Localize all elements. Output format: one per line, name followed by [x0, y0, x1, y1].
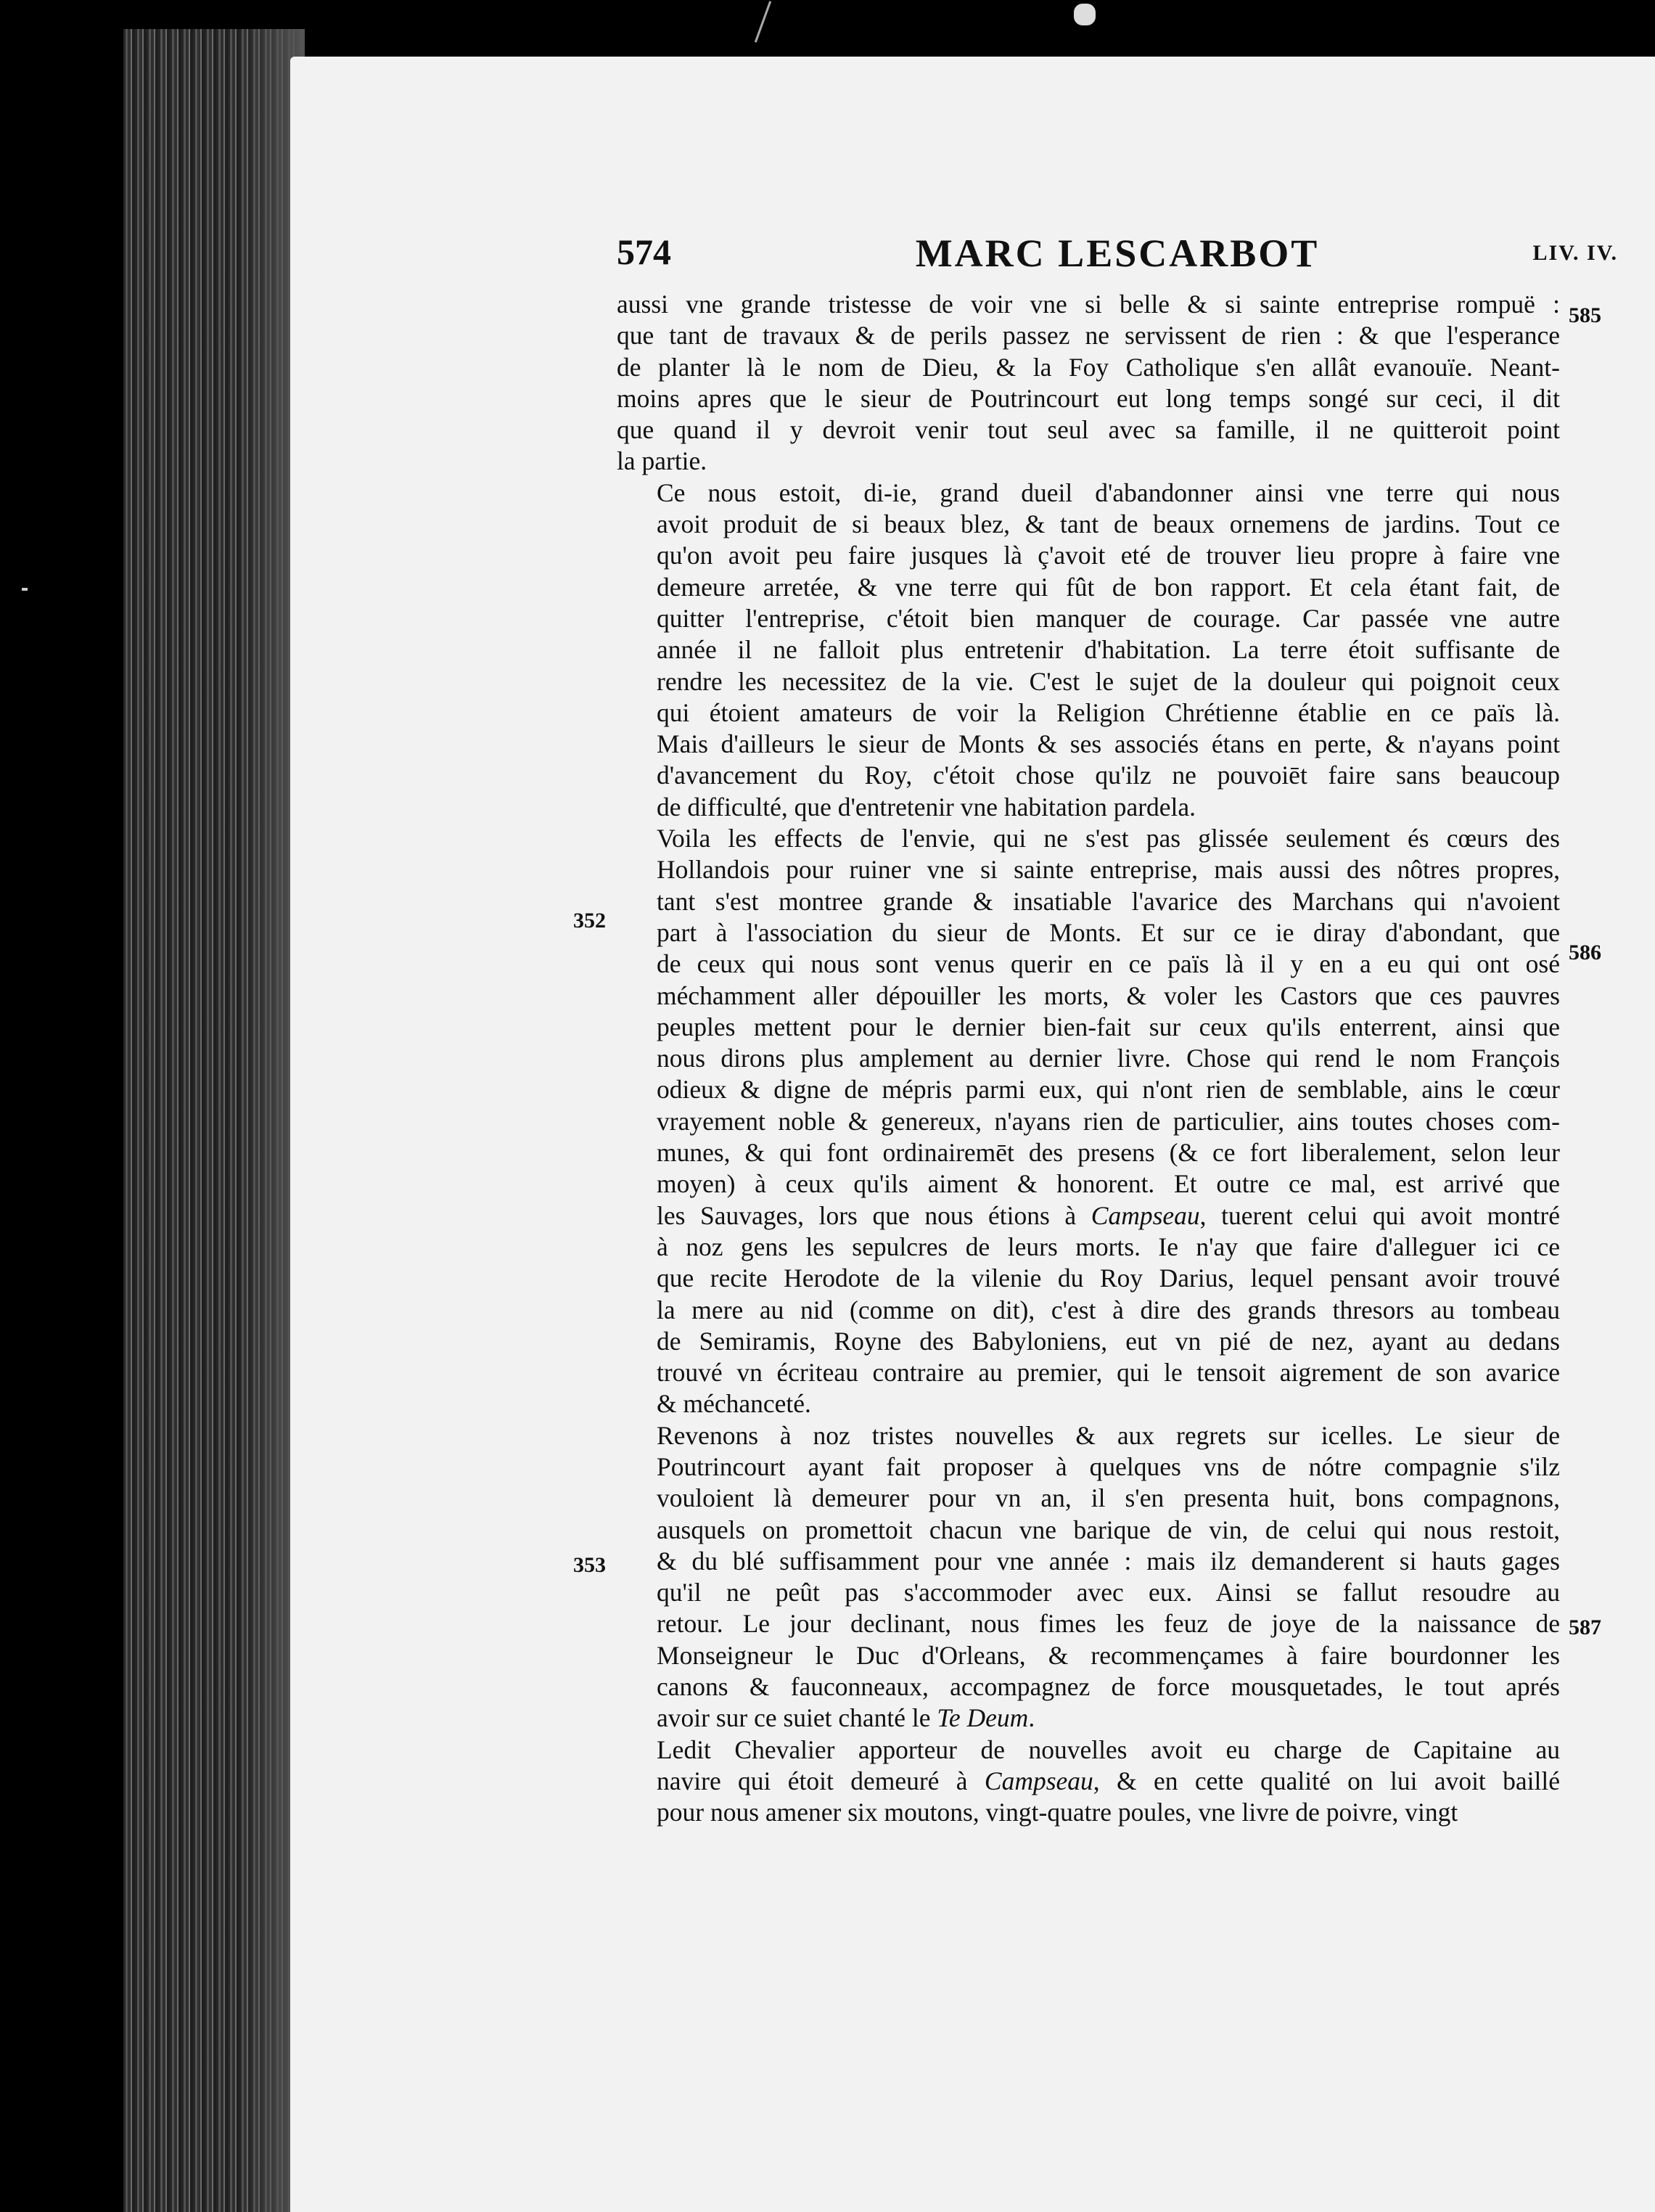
text-line: Revenons à noz tristes nouvelles & aux regrets sur icelles. Le sieur de — [657, 1420, 1560, 1450]
text-line: peuples mettent pour le dernier bien-fait sur ceux qu'ils enterrent, ainsi que — [657, 1012, 1560, 1041]
text-line: avoir sur ce suiet chanté le Te Deum. — [657, 1703, 1035, 1733]
text-line: ausquels on promettoit chacun vne barique de vin, de celui qui nous restoit, — [657, 1515, 1560, 1544]
text-line: pour nous amener six moutons, vingt-quatre poules, vne livre de poivre, vingt — [657, 1798, 1458, 1827]
text-line: munes, & qui font ordinairemēt des presens (& ce fort liberalement, selon leur — [657, 1138, 1560, 1168]
text-line: Ce nous estoit, di-ie, grand dueil d'abandonner ainsi vne terre qui nous — [657, 478, 1560, 507]
margin-note-left: 353 — [573, 1553, 606, 1577]
margin-note-right: 587 — [1569, 1615, 1601, 1639]
text-line: à noz gens les sepulcres de leurs morts. Ie n'ay que faire d'alleguer ici ce — [657, 1232, 1560, 1261]
paragraph — [617, 478, 1560, 823]
scan-speck — [1074, 4, 1096, 25]
text-line: la partie. — [617, 446, 707, 476]
margin-note-left: 352 — [573, 909, 606, 933]
text-line: trouvé vn écriteau contraire au premier, qui le tensoit aigrement de son avarice — [657, 1358, 1560, 1388]
text-line: que quand il y devroit venir tout seul avec sa famille, il ne quitteroit point — [617, 415, 1560, 445]
text-line: de Semiramis, Royne des Babyloniens, eut vn pié de nez, ayant au dedans — [657, 1326, 1560, 1356]
running-title: MARC LESCARBOT — [915, 232, 1320, 275]
text-line: Hollandois pour ruiner vne si sainte entreprise, mais aussi des nôtres propres, — [657, 855, 1560, 885]
text-line: Poutrincourt ayant fait proposer à quelques vns de nótre compagnie s'ilz — [657, 1451, 1560, 1481]
paragraph — [617, 1734, 1560, 1829]
margin-note-right: 585 — [1569, 303, 1601, 327]
text-line: que tant de travaux & de perils passez ne servissent de rien : & que l'esperance — [617, 321, 1560, 351]
text-line: navire qui étoit demeuré à Campseau, & en cette qualité on lui avoit baillé — [657, 1766, 1561, 1795]
text-line: & du blé suffisamment pour vne année : mais ilz demanderent si hauts gages — [657, 1546, 1560, 1576]
text-line: nous dirons plus amplement au dernier livre. Chose qui rend le nom François — [657, 1044, 1560, 1073]
text-line: rendre les necessitez de la vie. C'est le sujet de la douleur qui poignoit ceux — [657, 666, 1560, 696]
text-line: de difficulté, que d'entretenir vne habitation pardela. — [657, 792, 1196, 822]
text-line: que recite Herodote de la vilenie du Roy Darius, lequel pensant avoir trouvé — [657, 1263, 1560, 1293]
text-line: méchamment aller dépouiller les morts, & voler les Castors que ces pauvres — [657, 980, 1560, 1010]
text-line: Monseigneur le Duc d'Orleans, & recommençames à faire bourdonner les — [657, 1640, 1560, 1670]
scan-speck — [755, 1, 771, 42]
margin-note-right: 586 — [1569, 941, 1601, 964]
text-line: de ceux qui nous sont venus querir en ce païs là il y en a eu qui ont osé — [657, 949, 1560, 979]
scan-speck — [22, 588, 28, 591]
text-line: d'avancement du Roy, c'étoit chose qu'ilz ne pouvoiēt faire sans beaucoup — [657, 761, 1560, 790]
text-line: retour. Le jour declinant, nous fimes les feuz de joye de la naissance de — [657, 1609, 1560, 1639]
page-header — [617, 231, 1618, 274]
text-line: Ledit Chevalier apporteur de nouvelles avoit eu charge de Capitaine au — [657, 1734, 1560, 1764]
text-line: vouloient là demeurer pour vn an, il s'en presenta huit, bons compagnons, — [657, 1483, 1560, 1513]
text-line: aussi vne grande tristesse de voir vne si belle & si sainte entreprise rompuë : — [617, 290, 1560, 319]
text-line: Voila les effects de l'envie, qui ne s'est pas glissée seulement és cœurs des — [657, 824, 1560, 853]
section-label: LIV. IV. — [1532, 241, 1618, 265]
paragraph — [617, 823, 1560, 1420]
text-line: moyen) à ceux qu'ils aiment & honorent. Et outre ce mal, est arrivé que — [657, 1169, 1560, 1199]
text-line: canons & fauconneaux, accompagnez de force mousquetades, le tout aprés — [657, 1672, 1560, 1702]
text-line: vrayement noble & genereux, n'ayans rien de particulier, ains toutes choses com- — [657, 1106, 1560, 1136]
text-line: avoit produit de si beaux blez, & tant de beaux ornemens de jardins. Tout ce — [657, 509, 1560, 539]
text-line: la mere au nid (comme on dit), c'est à dire des grands thresors au tombeau — [657, 1295, 1560, 1324]
text-line: qu'on avoit peu faire jusques là ç'avoit eté de trouver lieu propre à faire vne — [657, 541, 1560, 570]
text-line: les Sauvages, lors que nous étions à Campseau, tuerent celui qui avoit montré — [657, 1200, 1561, 1230]
text-line: demeure arretée, & vne terre qui fût de bon rapport. Et cela étant fait, de — [657, 572, 1560, 602]
text-line: année il ne falloit plus entretenir d'habitation. La terre étoit suffisante de — [657, 635, 1560, 665]
text-line: qui étoient amateurs de voir la Religion Chrétienne établie en ce païs là. — [657, 697, 1560, 727]
text-line: moins apres que le sieur de Poutrincourt eut long temps songé sur ceci, il dit — [617, 383, 1560, 413]
text-line: & méchanceté. — [657, 1389, 811, 1419]
text-line: part à l'association du sieur de Monts. Et sur ce ie diray d'abondant, que — [657, 917, 1560, 947]
text-line: Mais d'ailleurs le sieur de Monts & ses associés étans en perte, & n'ayans point — [657, 729, 1560, 759]
text-line: qu'il ne peût pas s'accommoder avec eux. Ainsi se fallut resoudre au — [657, 1578, 1560, 1607]
page-number: 574 — [617, 232, 671, 272]
body-text — [617, 289, 1560, 1842]
text-line: odieux & digne de mépris parmi eux, qui n'ont rien de semblable, ains le cœur — [657, 1075, 1560, 1105]
text-line: quitter l'entreprise, c'étoit bien manquer de courage. Car passée vne autre — [657, 603, 1560, 633]
text-line: tant s'est montree grande & insatiable l'avarice des Marchans qui n'avoient — [657, 886, 1560, 916]
paragraph — [617, 1420, 1560, 1734]
text-line: de planter là le nom de Dieu, & la Foy Catholique s'en allât evanouïe. Neant- — [617, 352, 1560, 382]
paragraph — [617, 289, 1560, 478]
